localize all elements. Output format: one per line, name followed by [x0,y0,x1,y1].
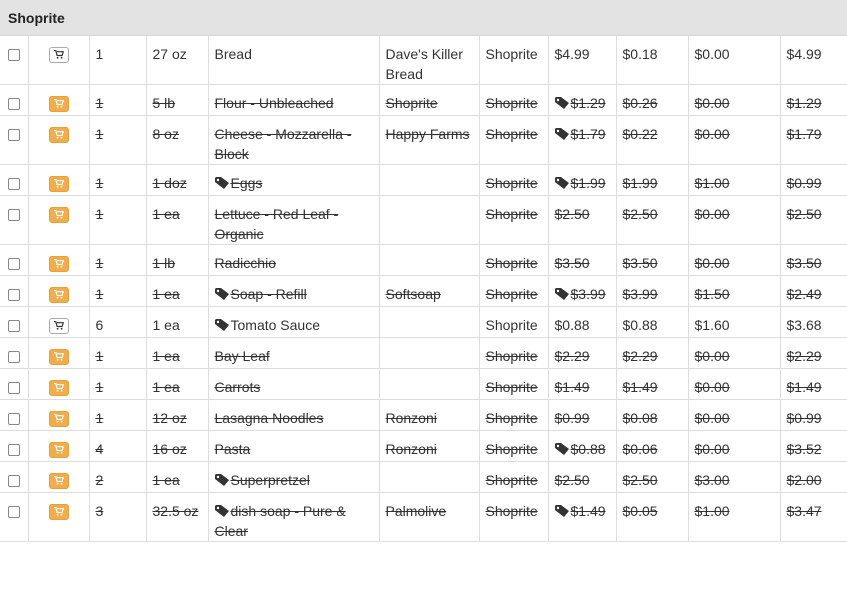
item-name-cell[interactable] [208,338,379,369]
item-name: dish soap - Pure & Clear [214,503,346,539]
size-cell: 27 oz [146,36,208,85]
brand-cell [379,369,479,400]
shopping-cart-icon [54,259,64,268]
price-cell [548,165,616,196]
shopping-cart-icon [54,179,64,188]
unit-price-cell: $0.08 [616,400,688,431]
savings-cell: $0.00 [688,338,780,369]
savings-cell: $0.00 [688,116,780,165]
list-item-row[interactable] [0,245,847,276]
brand-cell: Softsoap [379,276,479,307]
price-tag-icon [215,319,229,331]
price-value: $0.88 [570,441,606,457]
store-cell: Shoprite [479,400,548,431]
shopping-list-rows [0,36,847,542]
price-value: $0.88 [554,317,590,333]
price-tag-icon [555,177,569,189]
select-checkbox[interactable] [8,209,20,221]
item-name: Flour - Unbleached [214,95,334,111]
select-checkbox[interactable] [8,413,20,425]
add-to-cart-button[interactable] [49,207,69,223]
price-value: $1.79 [570,126,606,142]
price-value: $2.50 [554,206,590,222]
add-to-cart-button[interactable] [49,349,69,365]
shopping-cart-icon [54,414,64,423]
item-name-cell[interactable] [208,85,379,116]
item-name: Carrots [214,379,261,395]
select-checkbox[interactable] [8,178,20,190]
price-cell [548,196,616,245]
price-cell [548,85,616,116]
store-group-header [0,0,847,36]
quantity-cell: 1 [89,196,146,245]
store-cell: Shoprite [479,462,548,493]
shopping-cart-icon [54,476,64,485]
quantity-cell: 1 [89,36,146,85]
shopping-cart-icon [54,321,64,330]
brand-cell: Dave's Killer Bread [379,36,479,85]
store-cell: Shoprite [479,431,548,462]
unit-price-cell: $3.50 [616,245,688,276]
list-item-row[interactable] [0,196,847,245]
price-tag-icon [555,443,569,455]
price-cell [548,431,616,462]
price-cell [548,462,616,493]
price-cell [548,245,616,276]
select-checkbox[interactable] [8,98,20,110]
total-cell: $3.50 [780,245,847,276]
select-checkbox[interactable] [8,49,20,61]
unit-price-cell: $2.50 [616,462,688,493]
unit-price-cell: $1.49 [616,369,688,400]
add-to-cart-button[interactable] [49,318,69,334]
savings-cell: $0.00 [688,245,780,276]
store-group-title: Shoprite [8,9,65,26]
store-cell: Shoprite [479,36,548,85]
store-cell: Shoprite [479,493,548,542]
size-cell: 1 ea [146,276,208,307]
list-item-row[interactable] [0,116,847,165]
price-value: $1.49 [570,503,606,519]
price-tag-icon [215,177,229,189]
item-name-cell[interactable] [208,276,379,307]
shopping-cart-icon [54,130,64,139]
item-name-cell[interactable] [208,36,379,85]
brand-cell: Ronzoni [379,400,479,431]
unit-price-cell: $0.88 [616,307,688,338]
total-cell: $4.99 [780,36,847,85]
store-cell: Shoprite [479,116,548,165]
price-value: $1.49 [554,379,590,395]
item-name-cell[interactable] [208,462,379,493]
item-name: Tomato Sauce [230,317,320,333]
savings-cell: $0.00 [688,85,780,116]
price-value: $2.50 [554,472,590,488]
store-cell: Shoprite [479,307,548,338]
list-item-row[interactable] [0,400,847,431]
add-to-cart-button[interactable] [49,442,69,458]
add-to-cart-button[interactable] [49,504,69,520]
price-value: $0.99 [554,410,590,426]
brand-cell [379,338,479,369]
total-cell: $2.29 [780,338,847,369]
size-cell: 1 ea [146,196,208,245]
item-name: Cheese - Mozzarella - Block [214,126,352,162]
store-cell: Shoprite [479,85,548,116]
store-cell: Shoprite [479,245,548,276]
brand-cell [379,196,479,245]
unit-price-cell: $3.99 [616,276,688,307]
quantity-cell: 1 [89,400,146,431]
select-checkbox[interactable] [8,320,20,332]
list-item-row[interactable] [0,85,847,116]
list-item-row[interactable] [0,338,847,369]
price-cell [548,369,616,400]
total-cell: $0.99 [780,400,847,431]
price-value: $2.29 [554,348,590,364]
brand-cell: Happy Farms [379,116,479,165]
size-cell: 32.5 oz [146,493,208,542]
savings-cell: $3.00 [688,462,780,493]
shopping-cart-icon [54,507,64,516]
item-name-cell[interactable] [208,307,379,338]
unit-price-cell: $1.99 [616,165,688,196]
quantity-cell: 4 [89,431,146,462]
shopping-cart-icon [54,445,64,454]
shopping-cart-icon [54,210,64,219]
item-name-cell[interactable] [208,400,379,431]
select-checkbox[interactable] [8,382,20,394]
select-checkbox[interactable] [8,289,20,301]
savings-cell: $1.60 [688,307,780,338]
quantity-cell: 2 [89,462,146,493]
list-item-row[interactable] [0,165,847,196]
select-checkbox[interactable] [8,506,20,518]
savings-cell: $0.00 [688,369,780,400]
savings-cell: $0.00 [688,36,780,85]
size-cell: 1 doz [146,165,208,196]
price-cell [548,307,616,338]
price-cell [548,338,616,369]
select-checkbox[interactable] [8,258,20,270]
unit-price-cell: $0.05 [616,493,688,542]
quantity-cell: 1 [89,276,146,307]
add-to-cart-button[interactable] [49,96,69,112]
price-cell [548,493,616,542]
add-to-cart-button[interactable] [49,473,69,489]
price-cell [548,276,616,307]
unit-price-cell: $0.06 [616,431,688,462]
brand-cell [379,462,479,493]
price-value: $3.99 [570,286,606,302]
item-name: Soap - Refill [230,286,307,302]
item-name: Lasagna Noodles [214,410,324,426]
quantity-cell: 1 [89,116,146,165]
add-to-cart-button[interactable] [49,47,69,63]
price-cell [548,36,616,85]
brand-cell [379,165,479,196]
total-cell: $2.50 [780,196,847,245]
price-tag-icon [215,288,229,300]
store-cell: Shoprite [479,196,548,245]
item-name-cell[interactable] [208,369,379,400]
item-name: Bread [214,46,252,62]
quantity-cell: 1 [89,165,146,196]
select-checkbox[interactable] [8,475,20,487]
item-name: Lettuce - Red Leaf - Organic [214,206,339,242]
add-to-cart-button[interactable] [49,380,69,396]
price-cell [548,400,616,431]
item-name: Bay Leaf [214,348,270,364]
shopping-cart-icon [54,99,64,108]
quantity-cell: 1 [89,245,146,276]
item-name: Radicchio [214,255,276,271]
size-cell: 1 ea [146,369,208,400]
store-cell: Shoprite [479,276,548,307]
savings-cell: $0.00 [688,431,780,462]
item-name-cell[interactable] [208,245,379,276]
unit-price-cell: $0.18 [616,36,688,85]
quantity-cell: 1 [89,85,146,116]
total-cell: $0.99 [780,165,847,196]
item-name: Eggs [230,175,263,191]
total-cell: $3.47 [780,493,847,542]
store-cell: Shoprite [479,338,548,369]
unit-price-cell: $0.26 [616,85,688,116]
list-item-row[interactable] [0,462,847,493]
add-to-cart-button[interactable] [49,411,69,427]
total-cell: $3.52 [780,431,847,462]
select-checkbox[interactable] [8,129,20,141]
price-value: $1.29 [570,95,606,111]
select-checkbox[interactable] [8,351,20,363]
price-tag-icon [555,505,569,517]
list-item-row[interactable] [0,276,847,307]
shopping-cart-icon [54,50,64,59]
unit-price-cell: $2.29 [616,338,688,369]
add-to-cart-button[interactable] [49,127,69,143]
list-item-row[interactable] [0,307,847,338]
size-cell: 1 lb [146,245,208,276]
savings-cell: $0.00 [688,196,780,245]
price-tag-icon [555,288,569,300]
shopping-cart-icon [54,352,64,361]
item-name: Pasta [214,441,251,457]
price-cell [548,116,616,165]
item-name-cell[interactable] [208,196,379,245]
list-item-row[interactable] [0,431,847,462]
item-name-cell[interactable] [208,116,379,165]
total-cell: $1.49 [780,369,847,400]
quantity-cell: 3 [89,493,146,542]
savings-cell: $1.00 [688,493,780,542]
total-cell: $2.49 [780,276,847,307]
size-cell: 1 ea [146,307,208,338]
item-name: Superpretzel [230,472,310,488]
total-cell: $2.00 [780,462,847,493]
price-tag-icon [215,474,229,486]
brand-cell [379,245,479,276]
size-cell: 1 ea [146,338,208,369]
add-to-cart-button[interactable] [49,256,69,272]
price-tag-icon [555,97,569,109]
brand-cell: Palmolive [379,493,479,542]
brand-cell: Shoprite [379,85,479,116]
add-to-cart-button[interactable] [49,287,69,303]
brand-cell: Ronzoni [379,431,479,462]
list-item-row[interactable] [0,493,847,542]
quantity-cell: 6 [89,307,146,338]
store-cell: Shoprite [479,165,548,196]
size-cell: 5 lb [146,85,208,116]
item-name-cell[interactable] [208,493,379,542]
price-value: $1.99 [570,175,606,191]
unit-price-cell: $2.50 [616,196,688,245]
price-value: $3.50 [554,255,590,271]
savings-cell: $1.00 [688,165,780,196]
unit-price-cell: $0.22 [616,116,688,165]
select-checkbox[interactable] [8,444,20,456]
list-item-row[interactable] [0,369,847,400]
price-value: $4.99 [554,46,590,62]
quantity-cell: 1 [89,338,146,369]
store-cell: Shoprite [479,369,548,400]
total-cell: $1.29 [780,85,847,116]
size-cell: 12 oz [146,400,208,431]
list-item-row[interactable] [0,36,847,85]
size-cell: 16 oz [146,431,208,462]
shopping-cart-icon [54,383,64,392]
size-cell: 8 oz [146,116,208,165]
item-name-cell[interactable] [208,165,379,196]
total-cell: $1.79 [780,116,847,165]
item-name-cell[interactable] [208,431,379,462]
price-tag-icon [215,505,229,517]
add-to-cart-button[interactable] [49,176,69,192]
price-tag-icon [555,128,569,140]
quantity-cell: 1 [89,369,146,400]
brand-cell [379,307,479,338]
savings-cell: $1.50 [688,276,780,307]
shopping-cart-icon [54,290,64,299]
shopping-list-table [0,36,847,542]
size-cell: 1 ea [146,462,208,493]
savings-cell: $0.00 [688,400,780,431]
total-cell: $3.68 [780,307,847,338]
